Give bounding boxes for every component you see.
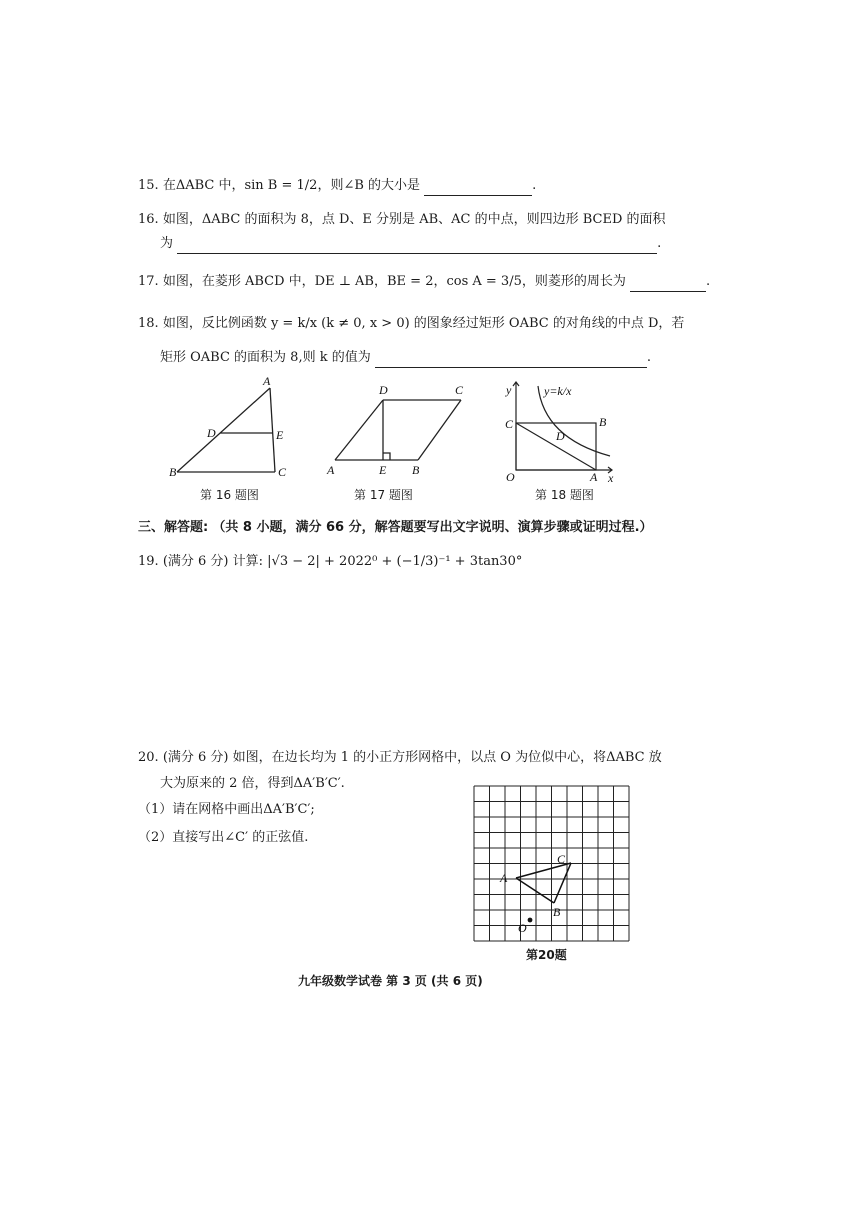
question-16 [138,210,666,230]
question-19-number: 19. [138,554,159,569]
figure-18-caption: 第 18 题图 [535,488,594,502]
question-16-number: 16. [138,212,159,227]
figure-18 [500,378,620,483]
question-20-part-2: （2）直接写出∠C′ 的正弦值. [138,830,309,845]
label-o: O [518,921,527,935]
figure-16 [165,375,295,480]
label-c: C [557,852,566,866]
question-20-part-1: （1）请在网格中画出ΔA′B′C′; [138,802,315,817]
function-label: y=k/x [544,384,572,398]
question-17: 17. 如图，在菱形 ABCD 中，DE ⊥ AB，BE = 2，cos A = 3/5，则菱形的周长为 . [138,272,710,292]
figure-20-grid [470,784,632,944]
label-a: A [327,463,335,477]
label-o: O [506,470,515,483]
question-18-number: 18. [138,316,159,331]
question-16-cont: 为 . [160,234,661,254]
label-e: E [276,428,284,442]
question-15-text: 在ΔABC 中，sin B = 1/2，则∠B 的大小是 [162,178,421,193]
question-18-text: 如图，反比例函数 y = k/x (k ≠ 0, x > 0) 的图象经过矩形 OABC 的对角线的中点 D，若 [162,316,685,331]
page-footer: 九年级数学试卷 第 3 页 (共 6 页) [298,974,483,988]
point-o [528,918,533,923]
figure-16-caption: 第 16 题图 [200,488,259,502]
label-a: A [500,871,508,885]
label-c: C [505,417,514,431]
label-a: A [263,375,271,388]
question-17-number: 17. [138,274,159,289]
answer-blank-17[interactable] [630,277,706,292]
question-17-text: 如图，在菱形 ABCD 中，DE ⊥ AB，BE = 2，cos A = 3/5，则菱形的周长为 [162,274,626,289]
label-c: C [455,383,464,397]
label-c: C [278,465,287,479]
label-a: A [590,470,598,483]
label-d: D [379,383,388,397]
label-d: D [556,429,565,443]
label-e: E [379,463,387,477]
label-b: B [169,465,177,479]
question-20 [138,748,662,768]
label-b: B [553,905,561,919]
question-16-text: 如图，ΔABC 的面积为 8，点 D、E 分别是 AB、AC 的中点，则四边形 BCED 的面积 [162,212,666,227]
label-b: B [412,463,420,477]
label-x: x [608,471,614,483]
question-20-cont: 大为原来的 2 倍，得到ΔA′B′C′. [160,776,345,791]
label-b: B [599,415,607,429]
question-18 [138,314,684,334]
label-d: D [207,426,216,440]
question-15: 15. 在ΔABC 中，sin B = 1/2，则∠B 的大小是 . [138,176,536,196]
question-19-text: (满分 6 分) 计算: |√3 − 2| + 2022⁰ + (−1/3)⁻¹ + 3tan30° [162,554,523,569]
answer-blank-15[interactable] [424,181,532,196]
question-20-number: 20. [138,750,159,765]
figure-17 [323,380,473,480]
question-19 [138,552,522,572]
section-3-heading [138,518,653,538]
question-20-text: (满分 6 分) 如图，在边长均为 1 的小正方形网格中，以点 O 为位似中心，将ΔABC 放 [162,750,662,765]
section-title: 三、解答题: [138,520,209,535]
answer-blank-16[interactable] [177,239,657,254]
question-15-number: 15. [138,178,159,193]
answer-blank-18[interactable] [375,353,647,368]
figure-17-caption: 第 17 题图 [354,488,413,502]
label-y: y [506,383,512,397]
question-18-cont: 矩形 OABC 的面积为 8,则 k 的值为 . [160,348,651,368]
section-description: （共 8 小题，满分 66 分，解答题要写出文字说明、演算步骤或证明过程.） [212,520,653,535]
figure-20-caption: 第20题 [526,948,567,962]
